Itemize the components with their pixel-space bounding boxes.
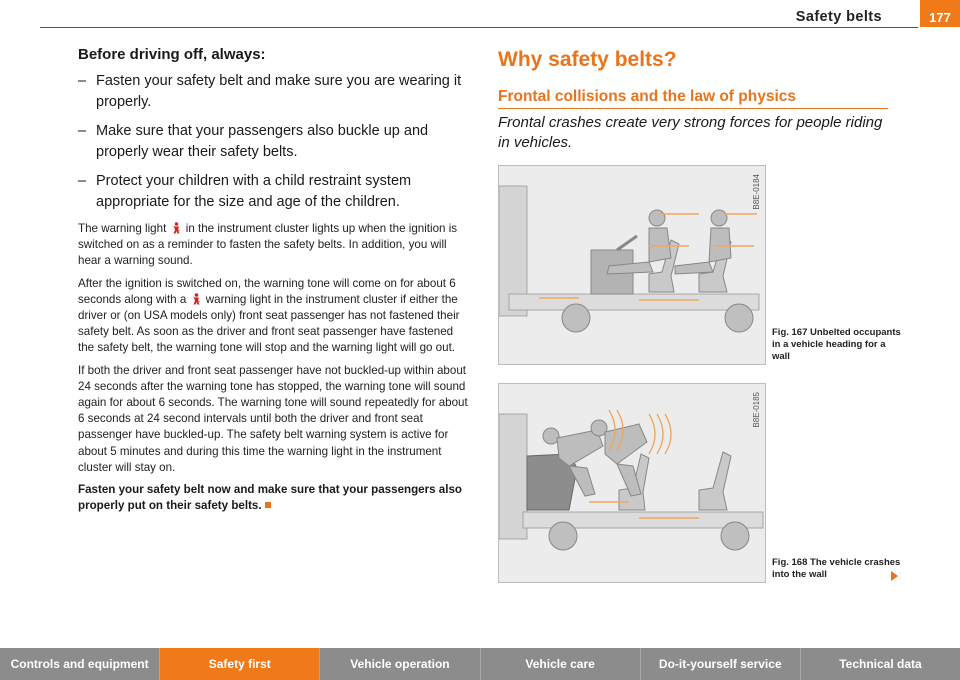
paragraph-text: in the instrument cluster lights up when the ignition is switched on as a reminder to fasten the safety belts. In addition, you will hear a warning sound. bbox=[78, 222, 458, 268]
nav-safety-first[interactable]: Safety first bbox=[160, 648, 320, 680]
seatbelt-warning-icon bbox=[192, 293, 201, 305]
subsection-rule bbox=[498, 108, 888, 109]
figure-code: B8E-0184 bbox=[752, 174, 761, 210]
section-heading: Why safety belts? bbox=[498, 48, 677, 71]
checklist-item: – Make sure that your passengers also buckle up and properly wear their safety belts. bbox=[78, 121, 468, 163]
figure-caption: Fig. 168 The vehicle crashes into the wall bbox=[772, 557, 901, 580]
paragraph-text: After the ignition is switched on, the warning tone will come on for about 6 seconds along with a bbox=[78, 276, 456, 306]
paragraph-warning-tone bbox=[78, 276, 468, 357]
illustration-unbelted-occupants bbox=[499, 166, 765, 364]
before-driving-heading: Before driving off, always: bbox=[78, 46, 266, 63]
important-note-text: Fasten your safety belt now and make sure that your passengers also properly put on their safety belts. bbox=[78, 483, 463, 513]
header-rule bbox=[40, 27, 918, 28]
subsection-heading: Frontal collisions and the law of physics bbox=[498, 88, 796, 105]
figure-caption: Fig. 167 Unbelted occupants in a vehicle heading for a wall bbox=[772, 327, 901, 362]
paragraph-repeat-warning: If both the driver and front seat passenger have not buckled-up within about 24 seconds after the warning tone has stopped, the warning tone will sound again for about 6 seconds. The warning tone will sound repeatedly for about 6 seconds at 24 second intervals until both the driver and front seat passenger have buckled-up. The safety belt warning system is active for about 5 minutes and during this time the warning light in the instrument cluster will stay on. bbox=[78, 363, 468, 474]
important-note bbox=[78, 482, 468, 514]
next-page-arrow-icon[interactable] bbox=[891, 571, 898, 581]
chapter-navigation bbox=[0, 648, 960, 680]
seatbelt-warning-icon bbox=[172, 222, 181, 234]
end-of-section-square-icon bbox=[265, 502, 271, 508]
nav-vehicle-operation[interactable]: Vehicle operation bbox=[320, 648, 480, 680]
figure-unbelted-occupants bbox=[498, 165, 766, 365]
nav-vehicle-care[interactable]: Vehicle care bbox=[481, 648, 641, 680]
nav-do-it-yourself-service[interactable]: Do-it-yourself service bbox=[641, 648, 801, 680]
checklist-item: – Protect your children with a child restraint system appropriate for the size and age of the children. bbox=[78, 171, 468, 213]
figure-code: B8E-0185 bbox=[752, 392, 761, 428]
figure-vehicle-crash bbox=[498, 383, 766, 583]
paragraph-text: warning light in the instrument cluster if either the driver or (on USA models only) front seat passenger has not fastened their safety belt. As soon as the driver and front seat passenger have fastened the safety belt, the warning tone will stop and the warning light will go out. bbox=[78, 292, 460, 355]
nav-technical-data[interactable]: Technical data bbox=[801, 648, 960, 680]
section-title: Safety belts bbox=[795, 9, 882, 25]
nav-controls-and-equipment[interactable]: Controls and equipment bbox=[0, 648, 160, 680]
paragraph-text: The warning light bbox=[78, 222, 167, 235]
checklist bbox=[78, 71, 468, 213]
page-number: 177 bbox=[920, 0, 960, 27]
left-column bbox=[78, 46, 468, 514]
checklist-item: – Fasten your safety belt and make sure you are wearing it properly. bbox=[78, 71, 468, 113]
intro-text: Frontal crashes create very strong forces for people riding in vehicles. bbox=[498, 114, 883, 151]
paragraph-warning-light bbox=[78, 221, 468, 270]
illustration-vehicle-crash bbox=[499, 384, 765, 582]
